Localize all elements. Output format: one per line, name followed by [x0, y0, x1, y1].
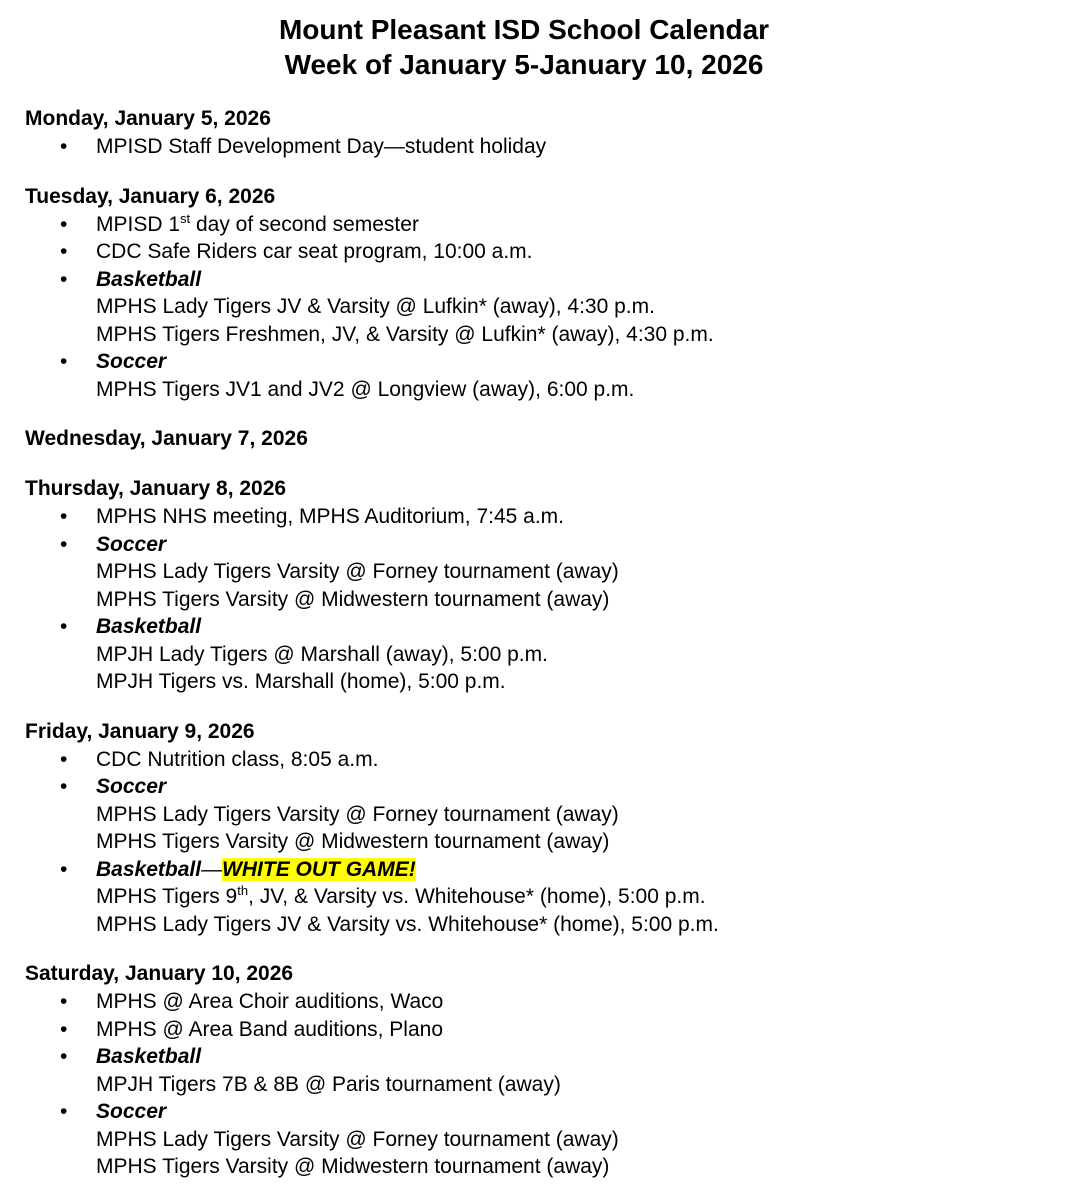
game-line: MPHS Tigers Freshmen, JV, & Varsity @ Lufkin* (away), 4:30 p.m.	[96, 322, 714, 346]
sport-label: Basketball	[96, 857, 202, 881]
event-group	[25, 773, 1045, 856]
day-heading: Saturday, January 10, 2026	[25, 962, 294, 985]
white-out-highlight: WHITE OUT GAME!	[222, 857, 416, 881]
game-line: MPHS Lady Tigers Varsity @ Forney tournament (away)	[96, 560, 619, 583]
sport-label: • Soccer	[96, 1100, 167, 1123]
sport-label: • Soccer	[96, 532, 167, 556]
sport-label: • Soccer	[96, 775, 167, 798]
event-item	[25, 133, 1045, 161]
game-line-post: , JV, & Varsity vs. Whitehouse* (home), 5:00 p.m.	[248, 885, 706, 908]
event-text: MPHS @ Area Choir auditions, Waco	[96, 990, 444, 1013]
day-saturday	[25, 960, 1045, 1181]
event-text-pre: MPISD 1	[96, 212, 181, 236]
day-heading: Friday, January 9, 2026	[25, 719, 255, 743]
calendar-body	[25, 105, 1045, 1203]
em-dash: —	[201, 857, 223, 881]
event-list	[25, 503, 1045, 696]
sport-label: • Basketball	[96, 1045, 202, 1068]
day-thursday	[25, 475, 1045, 696]
event-group	[25, 856, 1045, 939]
event-group	[25, 348, 1045, 403]
ordinal-suffix: th	[237, 883, 249, 899]
event-item	[25, 1016, 1045, 1044]
event-item	[25, 211, 1045, 239]
day-wednesday	[25, 425, 1045, 453]
game-line: MPHS Lady Tigers Varsity @ Forney tournament (away)	[96, 1127, 619, 1151]
game-line: MPHS Tigers Varsity @ Midwestern tournament (away)	[96, 587, 610, 611]
event-item	[25, 746, 1045, 774]
game-line: MPHS Lady Tigers JV & Varsity vs. Whitehouse* (home), 5:00 p.m.	[96, 912, 719, 936]
day-heading: Wednesday, January 7, 2026	[25, 427, 308, 450]
game-line: MPHS Tigers JV1 and JV2 @ Longview (away), 6:00 p.m.	[96, 377, 635, 401]
event-text-post: day of second semester	[190, 212, 419, 236]
event-text: MPHS @ Area Band auditions, Plano	[96, 1017, 444, 1041]
game-line: MPJH Tigers 7B & 8B @ Paris tournament (away)	[96, 1072, 561, 1096]
event-group	[25, 531, 1045, 614]
day-heading: Thursday, January 8, 2026	[25, 477, 287, 500]
game-line: MPJH Tigers vs. Marshall (home), 5:00 p.m.	[96, 670, 506, 693]
document-title: Mount Pleasant ISD School Calendar	[278, 14, 770, 45]
ordinal-suffix: st	[180, 210, 191, 226]
day-heading: Monday, January 5, 2026	[25, 107, 271, 130]
event-text: CDC Safe Riders car seat program, 10:00 a.m.	[96, 240, 533, 263]
sport-label: • Basketball	[96, 267, 202, 291]
event-group	[25, 266, 1045, 349]
game-line-pre: MPHS Tigers 9	[96, 885, 238, 908]
game-line: MPHS Tigers Varsity @ Midwestern tournament (away)	[96, 1155, 610, 1178]
game-line	[96, 883, 1045, 911]
event-item	[25, 238, 1045, 266]
day-tuesday	[25, 183, 1045, 404]
sport-label: • Basketball	[96, 615, 202, 638]
event-group	[25, 1098, 1045, 1181]
game-line: MPHS Tigers Varsity @ Midwestern tournament (away)	[96, 830, 610, 853]
game-line: MPHS Lady Tigers Varsity @ Forney tournament (away)	[96, 802, 619, 826]
event-list	[25, 746, 1045, 939]
document-subtitle: Week of January 5-January 10, 2026	[284, 49, 764, 80]
day-friday	[25, 718, 1045, 939]
event-item	[25, 503, 1045, 531]
event-text: MPHS NHS meeting, MPHS Auditorium, 7:45 a.m.	[96, 505, 564, 528]
event-text: CDC Nutrition class, 8:05 a.m.	[96, 747, 379, 771]
event-group	[25, 1043, 1045, 1098]
event-list	[25, 211, 1045, 404]
event-list	[25, 988, 1045, 1181]
event-list	[25, 133, 1045, 161]
event-text: MPISD Staff Development Day—student holiday	[96, 135, 547, 158]
sport-label: • Soccer	[96, 350, 167, 373]
event-group	[25, 613, 1045, 696]
event-item	[25, 988, 1045, 1016]
day-heading: Tuesday, January 6, 2026	[25, 184, 276, 208]
day-monday	[25, 105, 1045, 161]
game-line: MPJH Lady Tigers @ Marshall (away), 5:00 p.m.	[96, 642, 548, 666]
sport-label-row	[96, 856, 1045, 884]
game-line: MPHS Lady Tigers JV & Varsity @ Lufkin* (away), 4:30 p.m.	[96, 295, 655, 318]
document-header	[0, 12, 1048, 82]
